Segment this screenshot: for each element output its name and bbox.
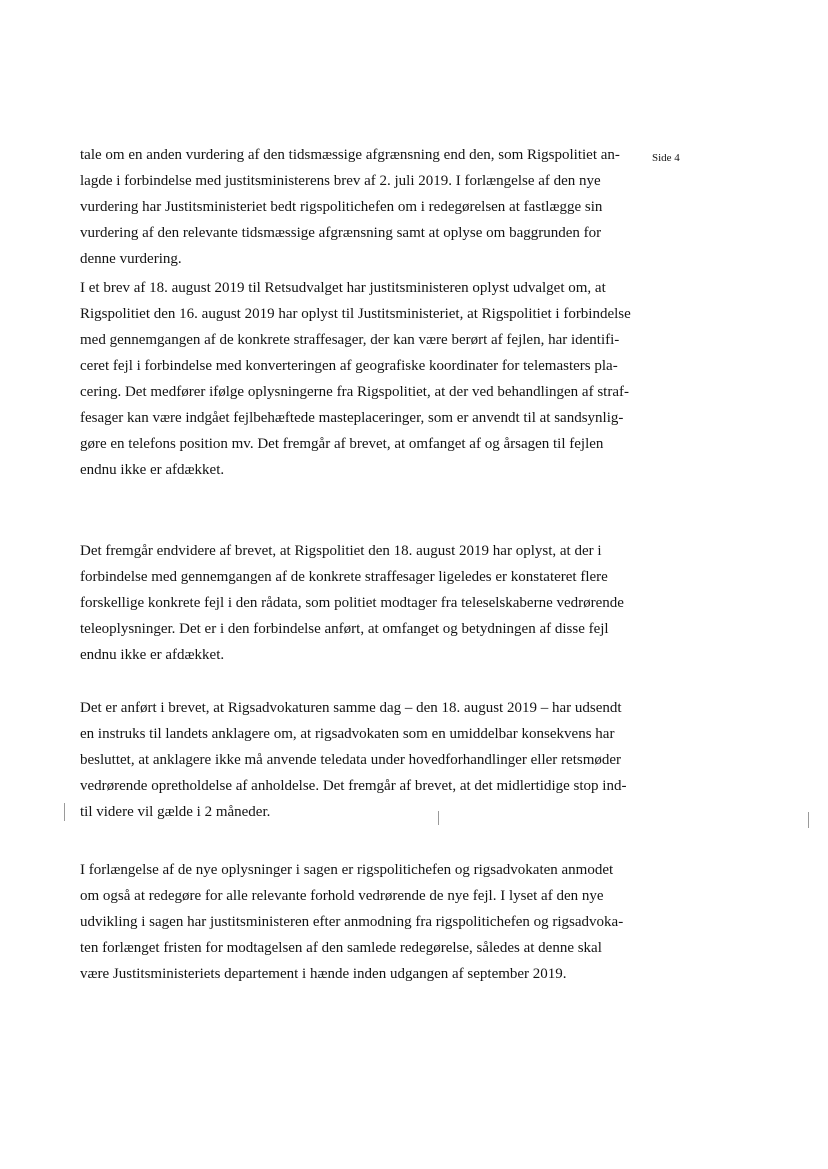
text-line: besluttet, at anklagere ikke må anvende teledata under hovedforhandlinger eller retsmøder [80,752,622,768]
text-line: ten forlænget fristen for modtagelsen af den samlede redegørelse, således at denne skal [80,940,602,956]
text-line: lagde i forbindelse med justitsministerens brev af 2. juli 2019. I forlængelse af den nye [80,173,601,189]
text-line: til videre vil gælde i 2 måneder. [80,804,271,820]
paragraph-1 [80,142,620,272]
text-line: om også at redegøre for alle relevante forhold vedrørende de nye fejl. I lyset af den nye [80,888,604,904]
text-line: denne vurdering. [80,251,182,267]
text-line: endnu ikke er afdækket. [80,462,225,478]
text-line: fesager kan være indgået fejlbehæftede masteplaceringer, som er anvendt til at sandsynlig- [80,410,624,426]
text-line: endnu ikke er afdækket. [80,647,225,663]
margin-mark-right [808,812,809,828]
text-line: med gennemgangen af de konkrete straffesager, der kan være berørt af fejlen, har identifi- [80,332,620,348]
text-line: ceret fejl i forbindelse med konverteringen af geografiske koordinater for telemasters pla- [80,358,618,374]
text-line: vurdering af den relevante tidsmæssige afgrænsning samt at oplyse om baggrunden for [80,225,602,241]
text-line: vurdering har Justitsministeriet bedt rigspolitichefen om i redegørelsen at fastlægge sin [80,199,603,215]
text-line: tale om en anden vurdering af den tidsmæssige afgrænsning end den, som Rigspolitiet an- [80,147,620,163]
page-number-label: Side 4 [652,152,680,164]
text-line: Det fremgår endvidere af brevet, at Rigspolitiet den 18. august 2019 har oplyst, at der i [80,543,602,559]
margin-mark-left [64,803,65,821]
text-line: vedrørende opretholdelse af anholdelse. Det fremgår af brevet, at det midlertidige stop ind- [80,778,627,794]
paragraph-5 [80,857,623,987]
text-line: Det er anført i brevet, at Rigsadvokaturen samme dag – den 18. august 2019 – har udsendt [80,700,622,716]
text-line: I et brev af 18. august 2019 til Retsudvalget har justitsministeren oplyst udvalget om, at [80,280,606,296]
text-line: en instruks til landets anklagere om, at rigsadvokaten som en umiddelbar konsekvens har [80,726,615,742]
text-line: Rigspolitiet den 16. august 2019 har oplyst til Justitsministeriet, at Rigspolitiet i forbindelse [80,306,631,322]
text-line: cering. Det medfører ifølge oplysningerne fra Rigspolitiet, at der ved behandlingen af straf- [80,384,629,400]
text-line: forbindelse med gennemgangen af de konkrete straffesager ligeledes er konstateret flere [80,569,608,585]
paragraph-4 [80,695,626,825]
margin-mark-center [438,811,439,825]
paragraph-3 [80,538,624,668]
paragraph-2 [80,275,631,483]
text-line: være Justitsministeriets departement i hænde inden udgangen af september 2019. [80,966,567,982]
text-line: gøre en telefons position mv. Det fremgår af brevet, at omfanget af og årsagen til fejlen [80,436,604,452]
text-line: teleoplysninger. Det er i den forbindelse anført, at omfanget og betydningen af disse fejl [80,621,609,637]
text-line: udvikling i sagen har justitsministeren efter anmodning fra rigspolitichefen og rigsadvoka- [80,914,624,930]
text-line: forskellige konkrete fejl i den rådata, som politiet modtager fra teleselskaberne vedrørende [80,595,624,611]
text-line: I forlængelse af de nye oplysninger i sagen er rigspolitichefen og rigsadvokaten anmodet [80,862,614,878]
